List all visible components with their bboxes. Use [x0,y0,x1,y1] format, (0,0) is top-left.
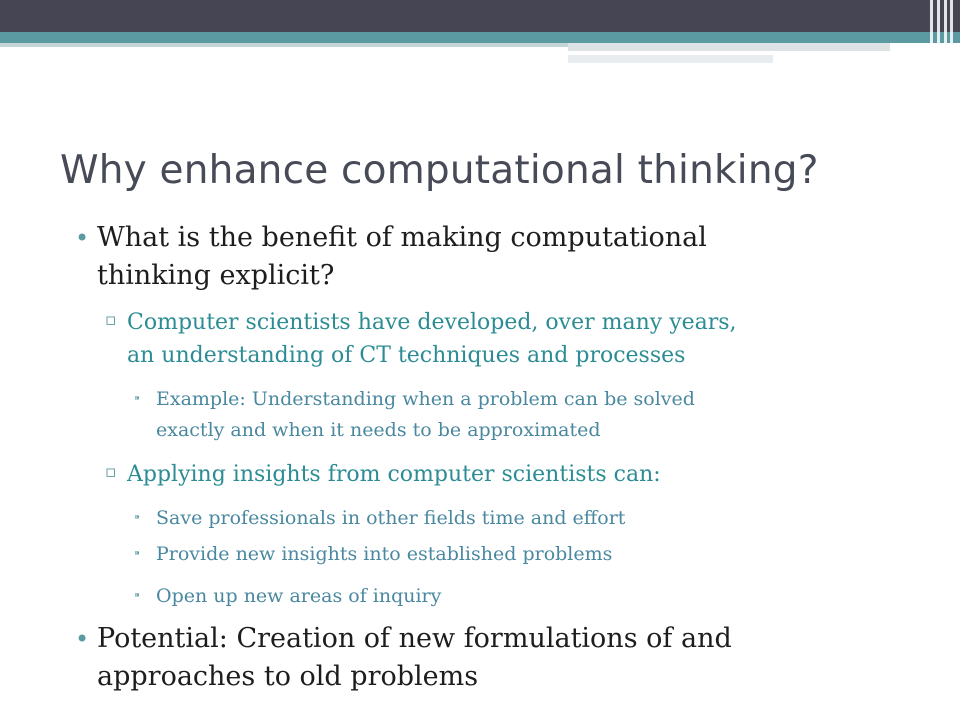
header-band-light-short [568,55,773,63]
bullet-text-line: thinking explicit? [97,260,335,291]
bullet-text-line: approaches to old problems [97,661,479,692]
bullet-text-line: Computer scientists have developed, over many years, [127,310,737,335]
corner-decoration [928,0,954,66]
bullet-arrow-icon: ⁍ [134,511,141,526]
bullet-level2 [105,306,887,372]
bullet-dot-icon: • [75,625,90,653]
header-band-grey [0,43,568,47]
bullet-level3 [134,539,886,570]
bullet-text-line: exactly and when it needs to be approximated [156,419,601,441]
bullet-level1 [75,219,857,295]
bullet-text-line: Open up new areas of inquiry [156,585,442,607]
bullet-square-icon: ▫ [105,310,117,330]
bullet-level3 [134,384,886,446]
bullet-text-line: Save professionals in other fields time and effort [156,507,626,529]
header-band-light [568,43,890,51]
bullet-arrow-icon: ⁍ [134,589,141,604]
bullet-text-line: Provide new insights into established problems [156,543,613,565]
bullet-text-line: Applying insights from computer scientists can: [127,462,661,487]
bullet-text-line: Potential: Creation of new formulations of and [97,623,732,654]
bullet-text-line: What is the benefit of making computational [97,222,707,253]
bullet-level3 [134,581,886,612]
bullet-level3 [134,503,886,534]
slide-title: Why enhance computational thinking? [60,148,819,193]
bullet-arrow-icon: ⁍ [134,392,141,407]
bullet-level2 [105,458,887,491]
bullet-level1 [75,620,857,696]
header-band-divider [568,51,890,53]
bullet-arrow-icon: ⁍ [134,547,141,562]
bullet-text-line: an understanding of CT techniques and processes [127,343,686,368]
bullet-square-icon: ▫ [105,462,117,482]
bullet-dot-icon: • [75,224,90,252]
header-band-dark [0,0,960,32]
header-band-teal [0,32,960,43]
bullet-text-line: Example: Understanding when a problem can be solved [156,388,695,410]
